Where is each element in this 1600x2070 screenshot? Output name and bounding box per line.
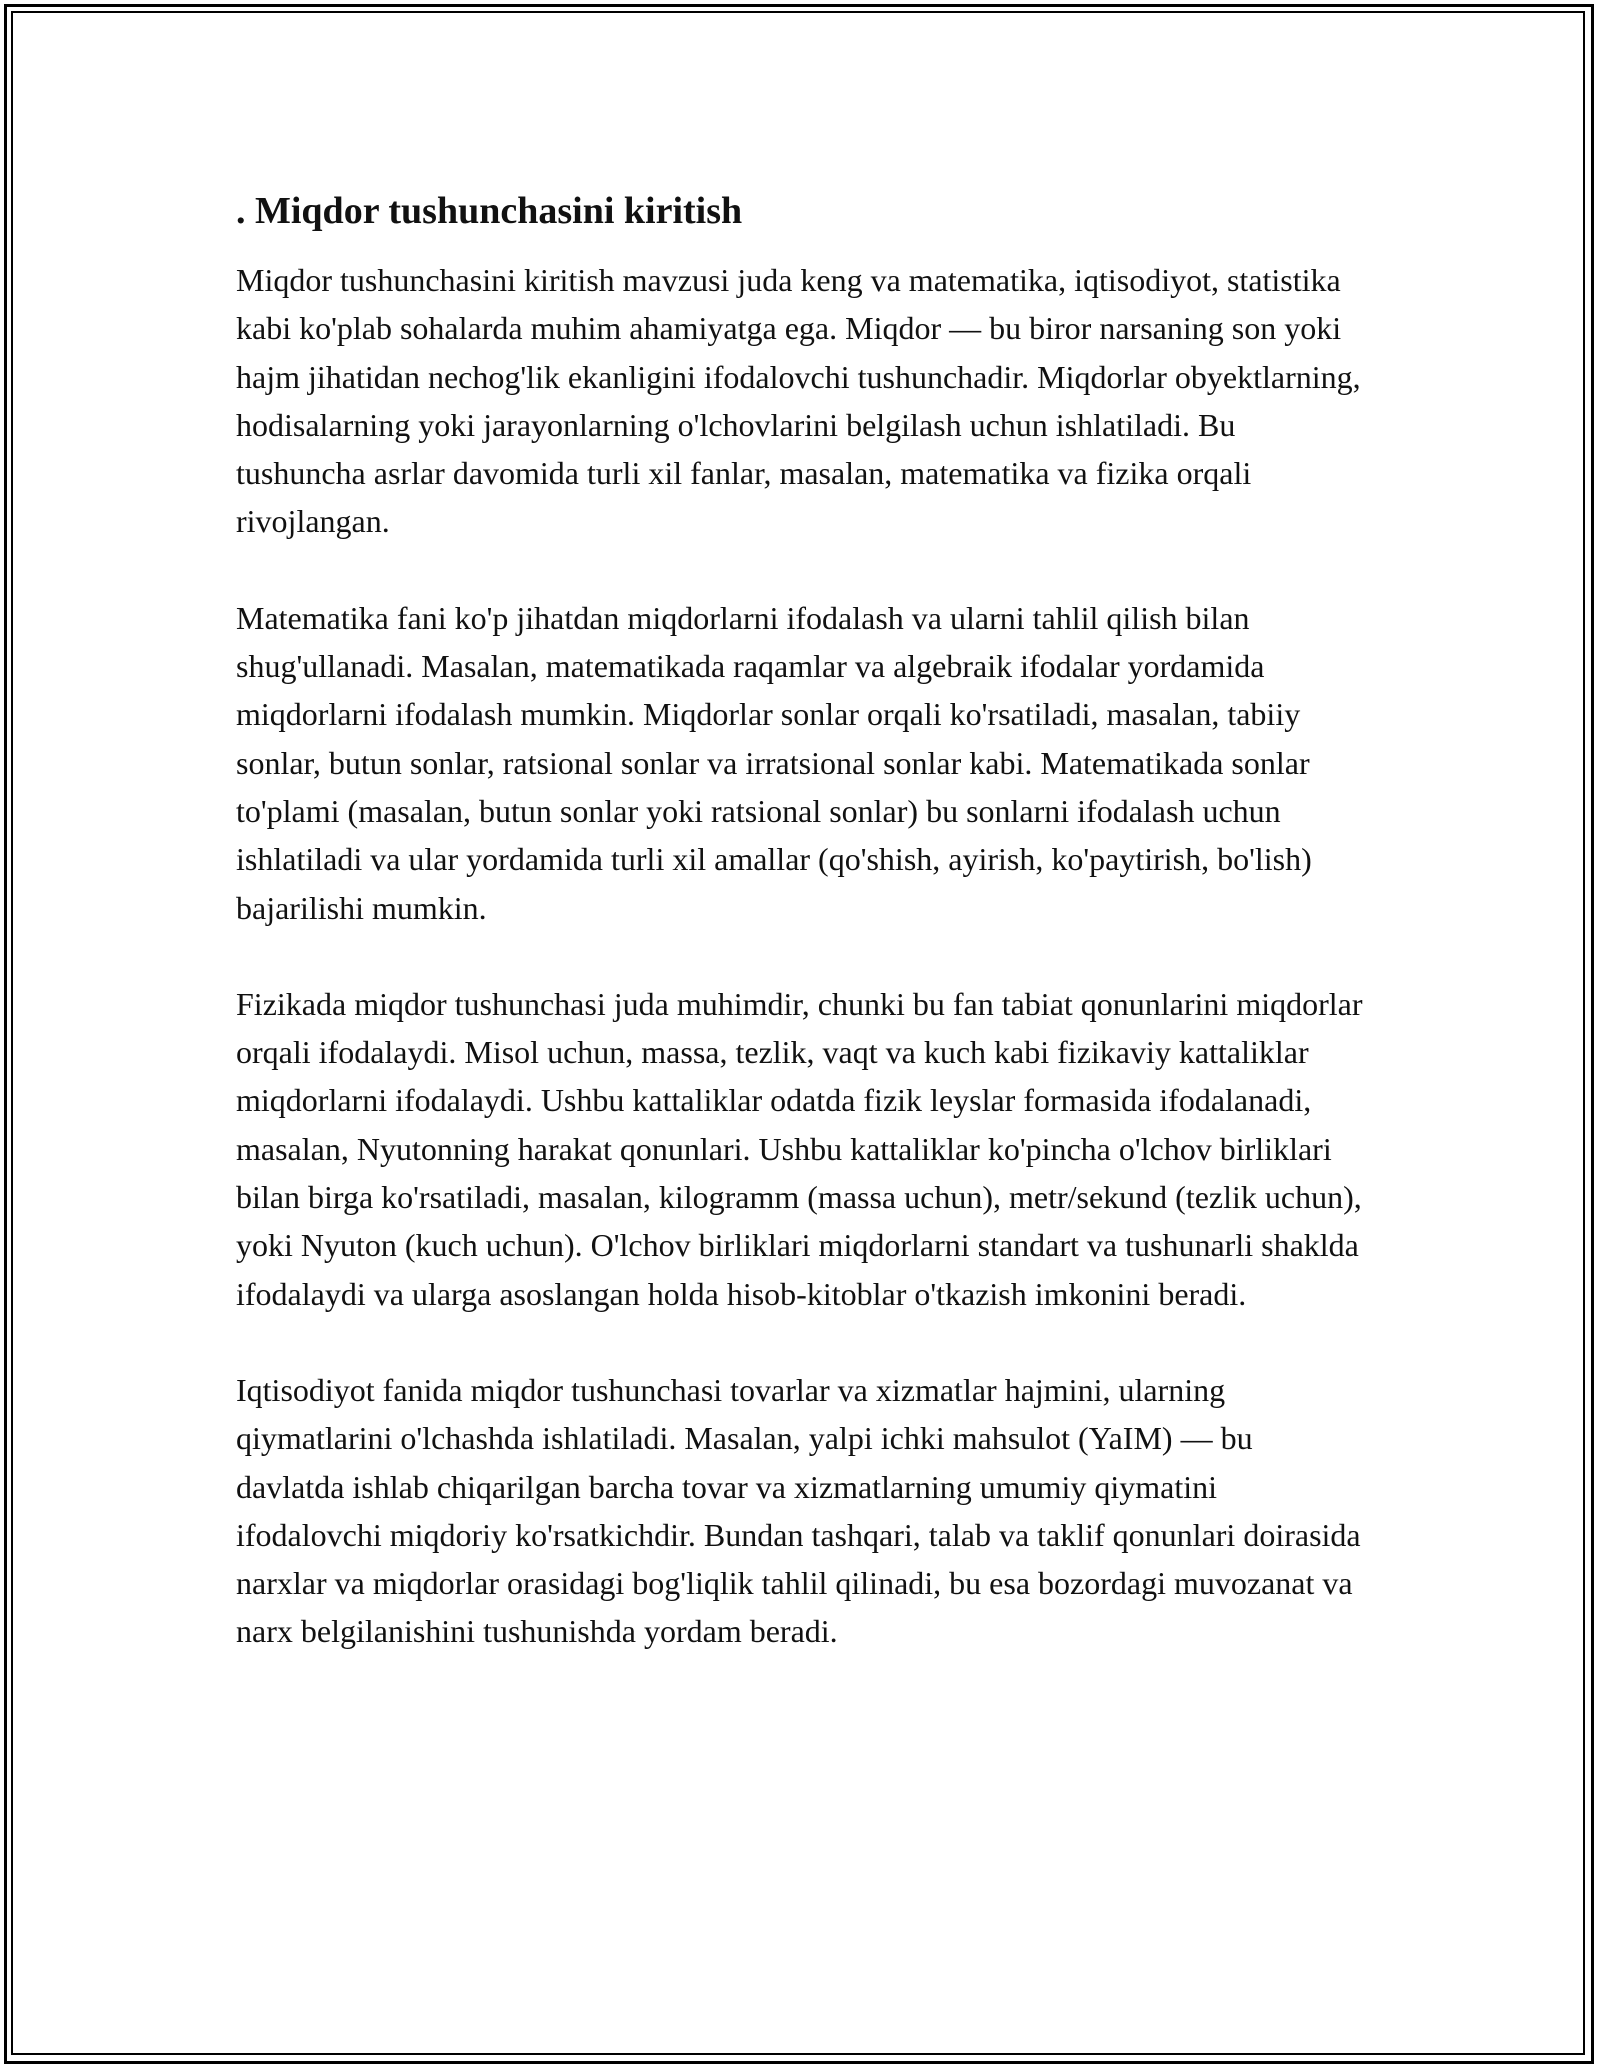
paragraph-economics: Iqtisodiyot fanida miqdor tushunchasi tovarlar va xizmatlar hajmini, ularning qiymatlarini o'lchashda ishlatiladi. Masalan, yalpi ichki mahsulot (YaIM) — bu davlatda ishlab chiqarilgan barcha tovar va xizmatlarning umumiy qiymatini ifodalovchi miqdoriy ko'rsatkichdir. Bundan tashqari, talab va taklif qonunlari doirasida narxlar va miqdorlar orasidagi bog'liqlik tahlil qilinadi, bu esa bozordagi muvozanat va narx belgilanishini tushunishda yordam beradi.	[236, 1371, 1361, 1650]
document-body	[236, 186, 1366, 1704]
document-heading: . Miqdor tushunchasini kiritish	[236, 190, 743, 232]
paragraph-physics: Fizikada miqdor tushunchasi juda muhimdir, chunki bu fan tabiat qonunlarini miqdorlar orqali ifodalaydi. Misol uchun, massa, tezlik, vaqt va kuch kabi fizikaviy kattaliklar miqdorlarni ifodalaydi. Ushbu kattaliklar odatda fizik leyslar formasida ifodalanadi, masalan, Nyutonning harakat qonunlari. Ushbu kattaliklar ko'pincha o'lchov birliklari bilan birga ko'rsatiladi, masalan, kilogramm (massa uchun), metr/sekund (tezlik uchun), yoki Nyuton (kuch uchun). O'lchov birliklari miqdorlarni standart va tushunarli shaklda ifodalaydi va ularga asoslangan holda hisob-kitoblar o'tkazish imkonini beradi.	[236, 985, 1363, 1312]
paragraph-mathematics: Matematika fani ko'p jihatdan miqdorlarni ifodalash va ularni tahlil qilish bilan shug'ullanadi. Masalan, matematikada raqamlar va algebraik ifodalar yordamida miqdorlarni ifodalash mumkin. Miqdorlar sonlar orqali ko'rsatiladi, masalan, tabiiy sonlar, butun sonlar, ratsional sonlar va irratsional sonlar kabi. Matematikada sonlar to'plami (masalan, butun sonlar yoki ratsional sonlar) bu sonlarni ifodalash uchun ishlatiladi va ular yordamida turli xil amallar (qo'shish, ayirish, ko'paytirish, bo'lish) bajarilishi mumkin.	[236, 599, 1312, 926]
paragraph-intro: Miqdor tushunchasini kiritish mavzusi juda keng va matematika, iqtisodiyot, statistika kabi ko'plab sohalarda muhim ahamiyatga ega. Miqdor — bu biror narsaning son yoki hajm jihatidan nechog'lik ekanligini ifodalovchi tushunchadir. Miqdorlar obyektlarning, hodisalarning yoki jarayonlarning o'lchovlarini belgilash uchun ishlatiladi. Bu tushuncha asrlar davomida turli xil fanlar, masalan, matematika va fizika orqali rivojlangan.	[236, 262, 1361, 540]
